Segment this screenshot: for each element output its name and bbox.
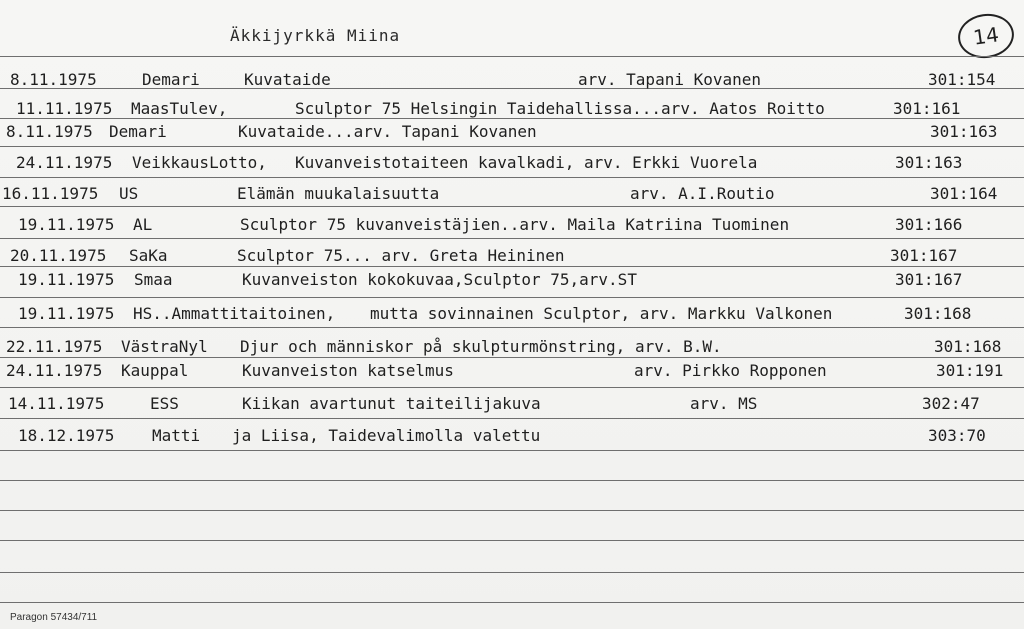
entry-ref: 301:167 xyxy=(890,246,958,265)
entry-source: Demari xyxy=(142,70,200,89)
card-number-circle xyxy=(955,10,1017,61)
ruled-line xyxy=(0,56,1024,57)
entry-source: Matti xyxy=(152,426,201,445)
card-title: Äkkijyrkkä Miina xyxy=(230,26,401,45)
entry-ref: 302:47 xyxy=(922,394,980,413)
entry-source: Kauppal xyxy=(121,361,189,380)
entry-reviewer: arv. Tapani Kovanen xyxy=(578,70,762,89)
entry-date: 19.11.1975 xyxy=(18,304,115,323)
entry-ref: 301:163 xyxy=(895,153,963,172)
entry-reviewer: arv. MS xyxy=(690,394,758,413)
entry-text: Kuvanveiston kokokuvaa,Sculptor 75,arv.ST xyxy=(242,270,637,289)
ruled-line xyxy=(0,572,1024,573)
entry-date: 16.11.1975 xyxy=(2,184,99,203)
entry-date: 19.11.1975 xyxy=(18,215,115,234)
entry-text: Kuvanveistotaiteen kavalkadi, arv. Erkki Vuorela xyxy=(295,153,758,172)
ruled-line xyxy=(0,146,1024,147)
entry-text: mutta sovinnainen Sculptor, arv. Markku Valkonen xyxy=(370,304,833,323)
entry-date: 24.11.1975 xyxy=(16,153,113,172)
ruled-line xyxy=(0,238,1024,239)
entry-date: 24.11.1975 xyxy=(6,361,103,380)
entry-source: ESS xyxy=(150,394,179,413)
entry-source: Demari xyxy=(109,122,167,141)
entry-source: VästraNyl xyxy=(121,337,208,356)
ruled-line xyxy=(0,602,1024,603)
entry-date: 19.11.1975 xyxy=(18,270,115,289)
entry-source: Smaa xyxy=(134,270,173,289)
entry-date: 14.11.1975 xyxy=(8,394,105,413)
entry-text: Sculptor 75 kuvanveistäjien..arv. Maila Katriina Tuominen xyxy=(240,215,790,234)
entry-source: HS..Ammattitaitoinen, xyxy=(133,304,336,323)
entry-date: 22.11.1975 xyxy=(6,337,103,356)
ruled-line xyxy=(0,327,1024,328)
ruled-line xyxy=(0,297,1024,298)
entry-source: US xyxy=(119,184,139,203)
ruled-line xyxy=(0,118,1024,119)
entry-text: Djur och människor på skulpturmönstring, arv. B.W. xyxy=(240,337,722,356)
entry-ref: 301:163 xyxy=(930,122,998,141)
entry-text: Kuvataide xyxy=(244,70,331,89)
card-footer: Paragon 57434/711 xyxy=(10,612,98,623)
entry-ref: 301:161 xyxy=(893,99,961,118)
entry-date: 11.11.1975 xyxy=(16,99,113,118)
entry-date: 8.11.1975 xyxy=(10,70,97,89)
entry-date: 8.11.1975 xyxy=(6,122,93,141)
ruled-line xyxy=(0,480,1024,481)
ruled-line xyxy=(0,206,1024,207)
ruled-line xyxy=(0,540,1024,541)
entry-text: ja Liisa, Taidevalimolla valettu xyxy=(232,426,541,445)
entry-ref: 301:166 xyxy=(895,215,963,234)
entry-ref: 301:191 xyxy=(936,361,1004,380)
ruled-line xyxy=(0,450,1024,451)
entry-reviewer: arv. Pirkko Ropponen xyxy=(634,361,827,380)
entry-text: Elämän muukalaisuutta xyxy=(237,184,440,203)
entry-ref: 303:70 xyxy=(928,426,986,445)
card-number: 14 xyxy=(971,22,1001,50)
ruled-line xyxy=(0,387,1024,388)
ruled-line xyxy=(0,418,1024,419)
entry-text: Sculptor 75 Helsingin Taidehallissa...arv. Aatos Roitto xyxy=(295,99,825,118)
entry-source: SaKa xyxy=(129,246,168,265)
entry-source: AL xyxy=(133,215,153,234)
entry-source: MaasTulev, xyxy=(131,99,228,118)
entry-ref: 301:167 xyxy=(895,270,963,289)
ruled-line xyxy=(0,177,1024,178)
ruled-line xyxy=(0,357,1024,358)
entry-text: Kiikan avartunut taiteilijakuva xyxy=(242,394,541,413)
entry-ref: 301:154 xyxy=(928,70,996,89)
ruled-line xyxy=(0,266,1024,267)
ruled-line xyxy=(0,510,1024,511)
entry-ref: 301:164 xyxy=(930,184,998,203)
entry-text: Sculptor 75... arv. Greta Heininen xyxy=(237,246,565,265)
entry-ref: 301:168 xyxy=(934,337,1002,356)
entry-text: Kuvanveiston katselmus xyxy=(242,361,454,380)
entry-ref: 301:168 xyxy=(904,304,972,323)
entry-date: 18.12.1975 xyxy=(18,426,115,445)
entry-date: 20.11.1975 xyxy=(10,246,107,265)
entry-source: VeikkausLotto, xyxy=(132,153,267,172)
entry-reviewer: arv. A.I.Routio xyxy=(630,184,775,203)
entry-text: Kuvataide...arv. Tapani Kovanen xyxy=(238,122,537,141)
